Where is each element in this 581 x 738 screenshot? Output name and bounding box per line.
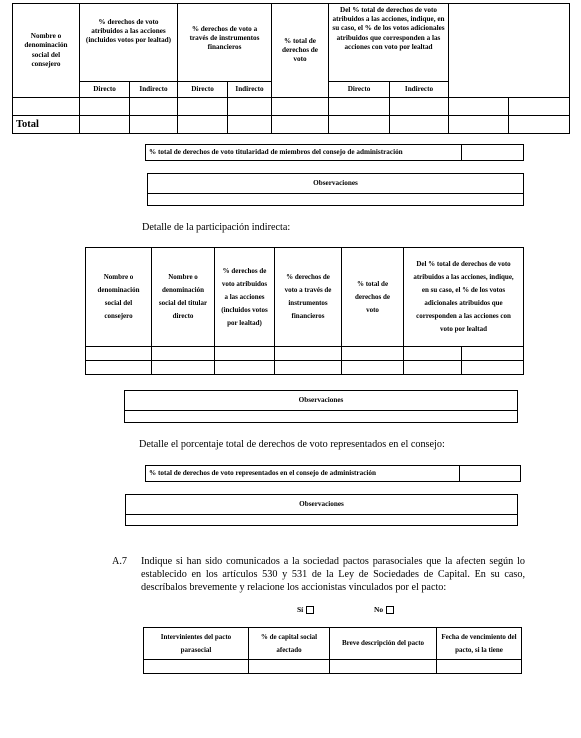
- titularidad-label: % total de derechos de voto titularidad de miembros del consejo de administración: [146, 145, 462, 161]
- observaciones-box: [147, 173, 524, 206]
- titularidad-box: [145, 144, 524, 161]
- checkbox-si[interactable]: [306, 606, 314, 614]
- option-no[interactable]: [374, 605, 394, 614]
- header-capital: % de capital social afectado: [249, 628, 330, 660]
- sub-directo: Directo: [178, 82, 228, 98]
- header-intervinientes: Intervinientes del pacto parasocial: [144, 628, 249, 660]
- sub-indirecto: Indirecto: [130, 82, 178, 98]
- header-titular: Nombre o denominación social del titular directo: [152, 248, 215, 347]
- table-row: [86, 361, 524, 375]
- option-si[interactable]: [297, 605, 314, 614]
- table-row: [86, 347, 524, 361]
- observaciones-content: [126, 515, 518, 526]
- detalle-porcentaje-heading: Detalle el porcentaje total de derechos de voto representados en el consejo:: [139, 439, 445, 450]
- header-empty: [449, 4, 570, 98]
- header-lealtad: Del % total de derechos de voto atribuidos a las acciones, indique, en su caso, el % de los votos adicionales atribuidos que corresponden a las acciones con voto por lealtad: [329, 4, 449, 82]
- header-nombre: Nombre o denominación social del consejero: [13, 4, 80, 98]
- header-total: % total de derechos de voto: [272, 4, 329, 98]
- sub-directo: Directo: [80, 82, 130, 98]
- sub-indirecto: Indirecto: [390, 82, 449, 98]
- header-lealtad: Del % total de derechos de voto atribuidos a las acciones, indique, en su caso, el % de los votos adicionales atribuidos que corresponden a las acciones con voto por lealtad: [404, 248, 524, 347]
- observaciones-label: Observaciones: [125, 391, 518, 411]
- voting-rights-table: [12, 3, 570, 134]
- indirect-participation-table: [85, 247, 524, 375]
- observaciones-label: Observaciones: [148, 174, 524, 194]
- header-vencimiento: Fecha de vencimiento del pacto, si la tiene: [437, 628, 522, 660]
- table-row: [13, 98, 570, 116]
- total-label: Total: [13, 116, 80, 134]
- observaciones-box: [125, 494, 518, 526]
- sub-indirecto: Indirecto: [228, 82, 272, 98]
- section-number: A.7: [112, 556, 127, 567]
- header-atribuidos: % derechos de voto atribuidos a las acciones (incluidos votos por lealtad): [80, 4, 178, 82]
- header-consejero: Nombre o denominación social del consejero: [86, 248, 152, 347]
- option-no-label: No: [374, 605, 384, 614]
- representados-box: [145, 465, 521, 482]
- observaciones-box: [124, 390, 518, 423]
- titularidad-value: [462, 145, 524, 161]
- observaciones-label: Observaciones: [126, 495, 518, 515]
- option-si-label: Sí: [297, 605, 304, 614]
- a7-question-text: Indique si han sido comunicados a la sociedad pactos parasociales que la afecten según lo establecido en los artículos 530 y 531 de la Ley de Sociedades de Capital. En su caso, descríbalos brevemente y relacione los accionistas vinculados por el pacto:: [141, 556, 525, 593]
- total-row: [13, 116, 570, 134]
- header-atribuidos: % derechos de voto atribuidos a las acciones (incluidos votos por lealtad): [215, 248, 275, 347]
- detalle-indirecta-heading: Detalle de la participación indirecta:: [142, 222, 291, 233]
- observaciones-content: [125, 411, 518, 423]
- checkbox-no[interactable]: [386, 606, 394, 614]
- representados-label: % total de derechos de voto representados en el consejo de administración: [146, 466, 460, 482]
- header-instrumentos: % derechos de voto a través de instrumentos financieros: [178, 4, 272, 82]
- pactos-parasociales-table: [143, 627, 522, 674]
- header-total: % total de derechos de voto: [342, 248, 404, 347]
- header-descripcion: Breve descripción del pacto: [330, 628, 437, 660]
- header-instrumentos: % derechos de voto a través de instrumentos financieros: [275, 248, 342, 347]
- table-row: [144, 660, 522, 674]
- sub-directo: Directo: [329, 82, 390, 98]
- observaciones-content: [148, 194, 524, 206]
- representados-value: [460, 466, 521, 482]
